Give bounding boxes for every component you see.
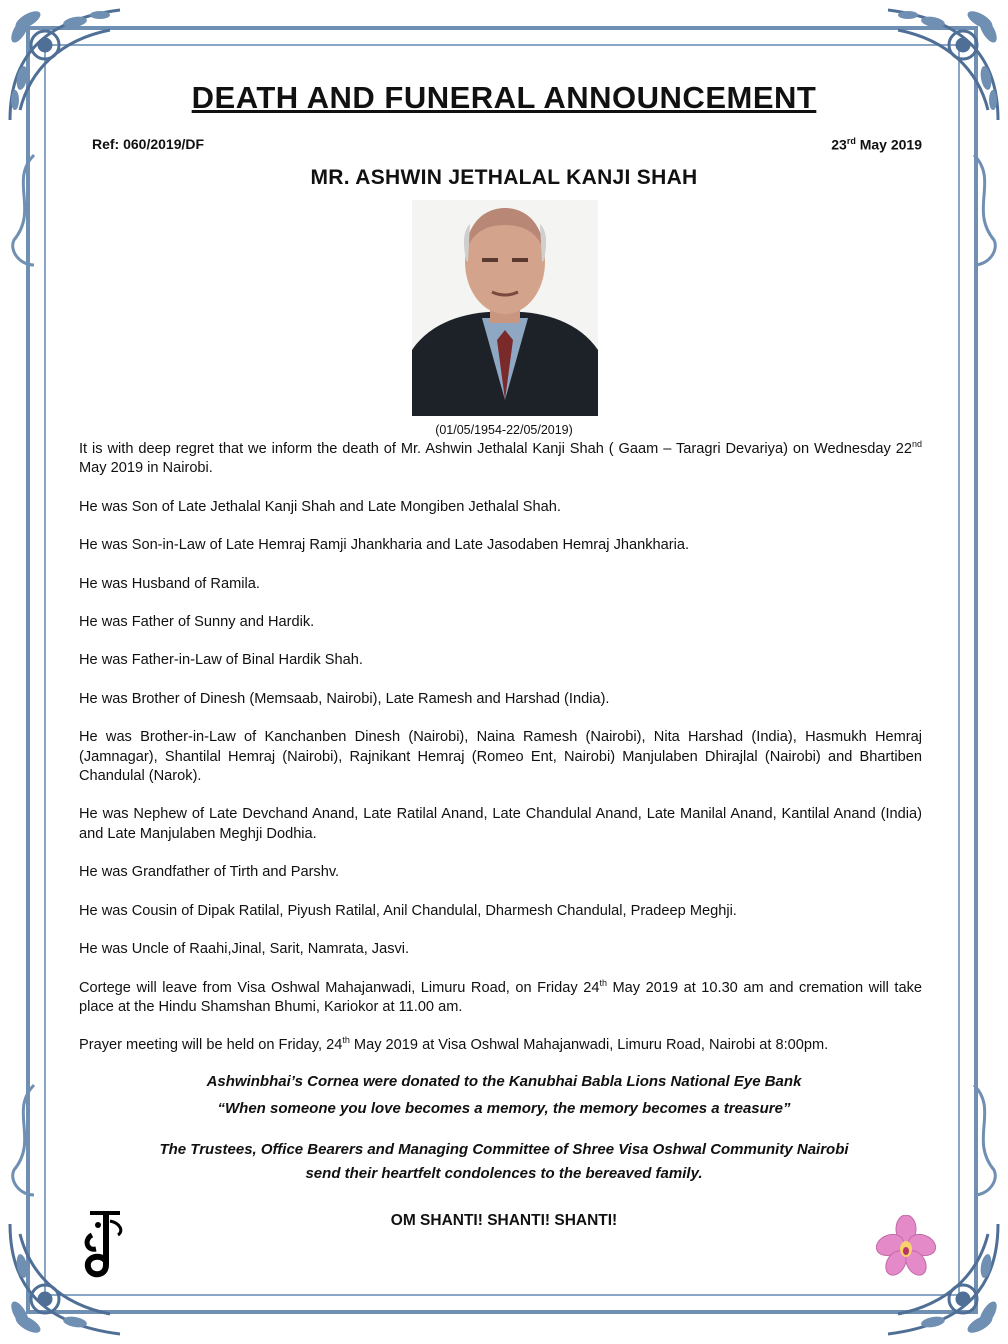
brother-in-law-paragraph: He was Brother-in-Law of Kanchanben Dinesh (Nairobi), Naina Ramesh (Nairobi), Nita Harshad (India), Hasmukh Hemraj (Jamnagar), Shantilal Hemraj (Nairobi), Rajnikant Hemraj (Romeo Ent, Nairobi) Manjulaben Dhirajlal (Nairobi) and Bhartiben Chandulal (Narok). [79, 729, 922, 785]
cornea-donation-note: Ashwinbhai’s Cornea were donated to the Kanubhai Babla Lions National Eye Bank [206, 1073, 802, 1090]
memory-quote: “When someone you love becomes a memory, the memory becomes a treasure” [217, 1100, 791, 1117]
announcement-date: 23rd May 2019 [831, 136, 922, 153]
cousin-paragraph: He was Cousin of Dipak Ratilal, Piyush Ratilal, Anil Chandulal, Dharmesh Chandulal, Pradeep Meghji. [79, 902, 737, 919]
uncle-paragraph: He was Uncle of Raahi,Jinal, Sarit, Namrata, Jasvi. [79, 941, 410, 958]
swirl-ornament-icon [4, 1080, 44, 1200]
swirl-ornament-icon [964, 1080, 1004, 1200]
page-title: DEATH AND FUNERAL ANNOUNCEMENT [191, 80, 817, 115]
life-dates: (01/05/1954-22/05/2019) [435, 423, 573, 437]
brother-paragraph: He was Brother of Dinesh (Memsaab, Nairobi), Late Ramesh and Harshad (India). [79, 690, 610, 707]
om-shanti: OM SHANTI! SHANTI! SHANTI! [390, 1212, 618, 1229]
nephew-paragraph: He was Nephew of Late Devchand Anand, Late Ratilal Anand, Late Chandulal Anand, Late Manilal Anand, Kantilal Anand (India) and Late Manjulaben Meghji Dodhia. [79, 806, 922, 842]
announcement-body [79, 440, 922, 1075]
trustees-line-2: send their heartfelt condolences to the bereaved family. [305, 1165, 703, 1182]
deceased-name: MR. ASHWIN JETHALAL KANJI SHAH [310, 166, 698, 189]
son-paragraph: He was Son of Late Jethalal Kanji Shah and Late Mongiben Jethalal Shah. [79, 498, 561, 515]
father-in-law-paragraph: He was Father-in-Law of Binal Hardik Shah. [79, 652, 363, 669]
orchid-flower-icon [876, 1215, 936, 1279]
son-in-law-paragraph: He was Son-in-Law of Late Hemraj Ramji Jhankharia and Late Jasodaben Hemraj Jhankharia. [79, 537, 690, 554]
grandfather-paragraph: He was Grandfather of Tirth and Parshv. [79, 864, 340, 881]
death-paragraph: It is with deep regret that we inform the death of Mr. Ashwin Jethalal Kanji Shah ( Gaam – Taragri Devariya) on Wednesday 22nd May 2019 in Nairobi. [79, 439, 922, 477]
trustees-line-1: The Trustees, Office Bearers and Managing Committee of Shree Visa Oshwal Community Nairobi [159, 1141, 849, 1158]
cortege-paragraph: Cortege will leave from Visa Oshwal Mahajanwadi, Limuru Road, on Friday 24th May 2019 at 10.30 am and cremation will take place at the Hindu Shamshan Bhumi, Kariokor at 11.00 am. [79, 977, 922, 1015]
husband-paragraph: He was Husband of Ramila. [79, 575, 260, 592]
reference-number: Ref: 060/2019/DF [92, 136, 205, 152]
prayer-meeting-paragraph: Prayer meeting will be held on Friday, 24th May 2019 at Visa Oshwal Mahajanwadi, Limuru Road, Nairobi at 8:00pm. [79, 1035, 829, 1054]
father-paragraph: He was Father of Sunny and Hardik. [79, 614, 315, 631]
portrait-photo [412, 200, 598, 416]
jain-symbol-icon [80, 1205, 130, 1283]
